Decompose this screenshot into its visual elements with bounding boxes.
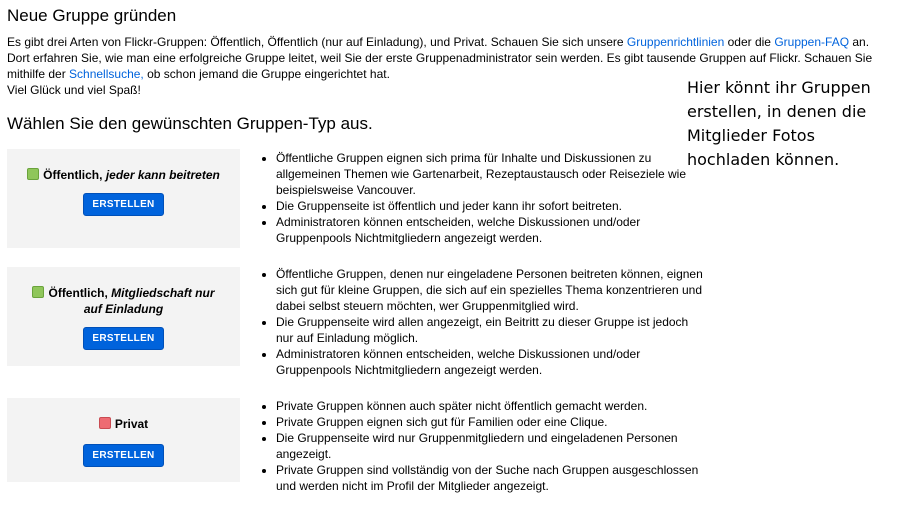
green-square-icon xyxy=(32,286,44,298)
green-square-icon xyxy=(27,168,39,180)
page-title: Neue Gruppe gründen xyxy=(7,6,177,25)
group-faq-link[interactable]: Gruppen-FAQ xyxy=(774,35,850,49)
list-item: • Private Gruppen können auch später nicht öffentlich gemacht werden. xyxy=(276,398,706,414)
group-type-label xyxy=(7,285,240,317)
list-item: • Die Gruppenseite ist öffentlich und jeder kann ihr sofort beitreten. xyxy=(276,198,706,214)
list-item: • Private Gruppen eignen sich gut für Familien oder eine Clique. xyxy=(276,414,706,430)
group-type-label-emphasis: jeder kann beitreten xyxy=(105,168,220,182)
group-type-label xyxy=(7,416,240,432)
group-guidelines-link[interactable]: Gruppenrichtlinien xyxy=(626,35,725,49)
group-type-public xyxy=(7,149,240,248)
annotation-note: Hier könnt ihr Gruppen erstellen, in denen die Mitglieder Fotos hochladen können. xyxy=(687,78,871,169)
list-item: • Die Gruppenseite wird nur Gruppenmitgliedern und eingeladenen Personen angezeigt. xyxy=(276,430,706,462)
group-type-label-main: Öffentlich, xyxy=(43,168,106,182)
list-item: • Öffentliche Gruppen, denen nur eingeladene Personen beitreten können, eignen sich gut für kleine Gruppen, die sich auf ein spezielles Thema konzentrieren und dabei selbst steuern möchten, wer Gruppenmitglied wird. xyxy=(276,266,706,314)
group-type-label-main: Privat xyxy=(114,417,149,431)
intro-text-2: oder die xyxy=(724,35,775,49)
create-private-group-button[interactable]: ERSTELLEN xyxy=(83,444,163,467)
red-square-icon xyxy=(99,417,111,429)
intro-text-4: ob schon jemand die Gruppe eingerichtet hat. xyxy=(143,67,390,81)
group-type-label-emphasis: Mitgliedschaft nur auf Einladung xyxy=(83,286,215,316)
group-type-private xyxy=(7,398,240,482)
list-item: • Administratoren können entscheiden, welche Diskussionen und/oder Gruppenpools Nichtmitgliedern angezeigt werden. xyxy=(276,346,706,378)
quick-search-link[interactable]: Schnellsuche, xyxy=(69,67,144,81)
group-type-label xyxy=(7,167,240,183)
intro-text-5: Viel Glück und viel Spaß! xyxy=(7,83,141,97)
group-type-invite-only-details xyxy=(262,266,706,378)
intro-text-1: Es gibt drei Arten von Flickr-Gruppen: Öffentlich, Öffentlich (nur auf Einladung), und Privat. Schauen Sie sich unsere xyxy=(7,35,627,49)
list-item: • Die Gruppenseite wird allen angezeigt, ein Beitritt zu dieser Gruppe ist jedoch nur auf Einladung möglich. xyxy=(276,314,706,346)
group-type-private-details xyxy=(262,398,706,494)
intro-text-3: an. Dort erfahren Sie, wie man eine erfolgreiche Gruppe leitet, weil Sie der erste Gruppenadministrator sein werden. Es gibt tausende Gruppen auf Flickr. Schauen Sie mithilfe der xyxy=(7,35,873,81)
group-type-invite-only xyxy=(7,267,240,366)
section-subtitle: Wählen Sie den gewünschten Gruppen-Typ aus. xyxy=(7,114,373,133)
list-item: • Öffentliche Gruppen eignen sich prima für Inhalte und Diskussionen zu allgemeinen Themen wie Gartenarbeit, Rezeptaustausch oder Reiseziele wie beispielsweise Vancouver. xyxy=(276,150,706,198)
list-item: • Private Gruppen sind vollständig von der Suche nach Gruppen ausgeschlossen und werden nicht im Profil der Mitglieder angezeigt. xyxy=(276,462,706,494)
list-item: • Administratoren können entscheiden, welche Diskussionen und/oder Gruppenpools Nichtmitgliedern angezeigt werden. xyxy=(276,214,706,246)
create-invite-only-group-button[interactable]: ERSTELLEN xyxy=(83,327,163,350)
group-type-public-details xyxy=(262,150,706,246)
create-public-group-button[interactable]: ERSTELLEN xyxy=(83,193,163,216)
group-type-label-main: Öffentlich, xyxy=(48,286,112,300)
